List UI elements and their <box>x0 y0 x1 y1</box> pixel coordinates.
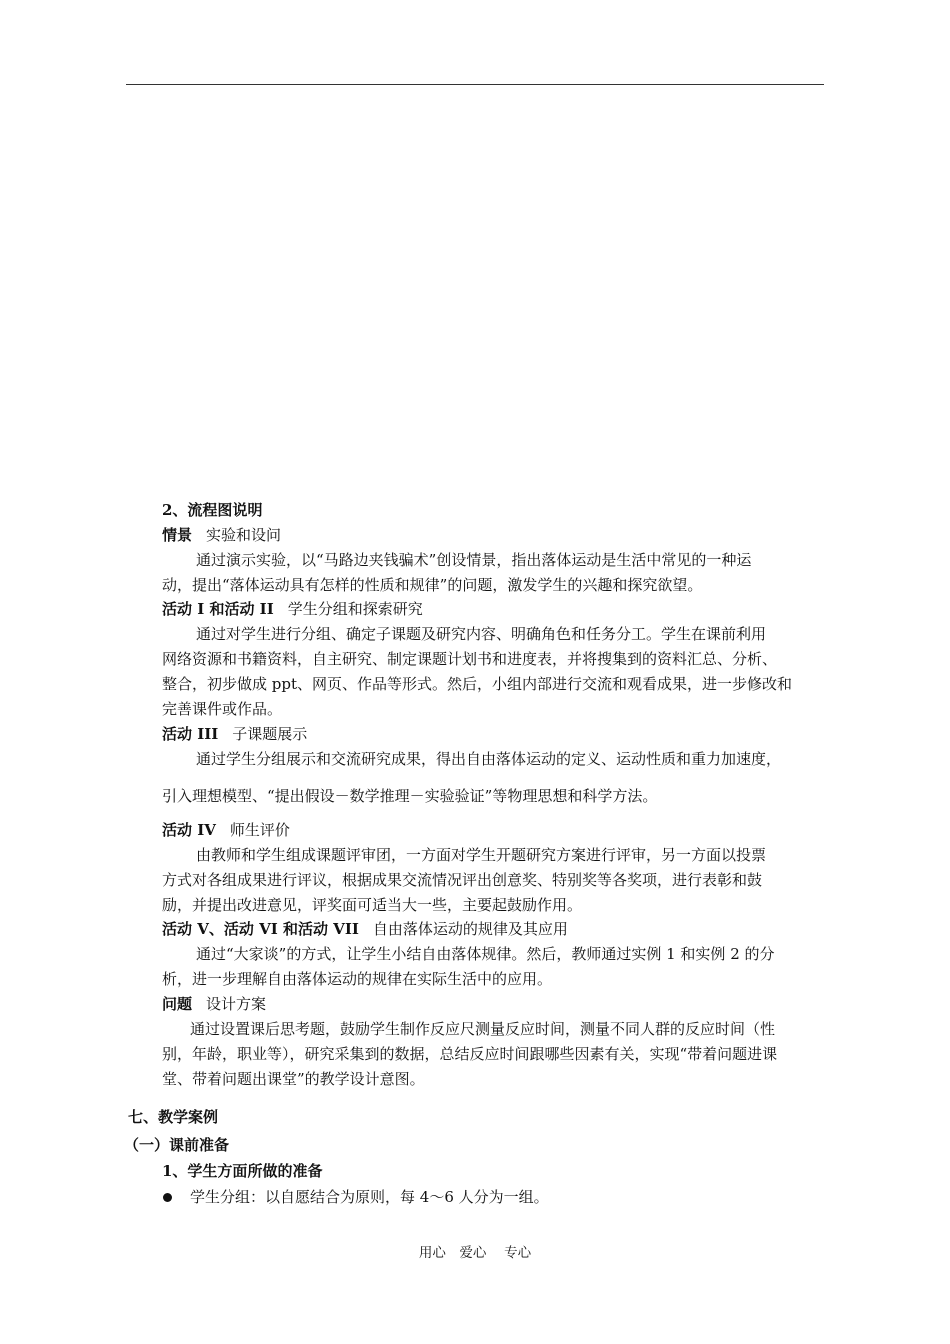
paragraph-line: 通过“大家谈”的方式，让学生小结自由落体规律。然后，教师通过实例 1 和实例 2 的分 <box>196 945 775 963</box>
section-heading: 2、流程图说明 <box>162 501 263 519</box>
paragraph-line: 通过演示实验，以“马路边夹钱骗术”创设情景，指出落体运动是生活中常见的一种运 <box>196 551 752 569</box>
subsection-title: 子课题展示 <box>232 725 308 743</box>
subsection-label: 活动 V、活动 VI 和活动 VII <box>162 920 359 938</box>
paragraph-line: 完善课件或作品。 <box>162 700 283 718</box>
subsection-act4 <box>162 820 290 840</box>
subsection-title: 实验和设问 <box>206 526 282 544</box>
subsection-label: 情景 <box>162 526 193 544</box>
subsection-heading: 1、学生方面所做的准备 <box>162 1162 323 1180</box>
subsection-title: 设计方案 <box>206 995 267 1013</box>
paragraph-line: 引入理想模型、“提出假设－数学推理－实验验证”等物理思想和科学方法。 <box>162 787 658 805</box>
subsection-act3 <box>162 724 307 744</box>
paragraph-line: 方式对各组成果进行评议，根据成果交流情况评出创意奖、特别奖等各奖项，进行表彰和鼓 <box>162 871 763 889</box>
subsection-act567 <box>162 919 568 939</box>
paragraph-line: 通过学生分组展示和交流研究成果，得出自由落体运动的定义、运动性质和重力加速度， <box>196 750 782 768</box>
paragraph-line: 堂、带着问题出课堂”的教学设计意图。 <box>162 1070 425 1088</box>
page-footer: 用心 爱心 专心 <box>418 1245 532 1261</box>
paragraph-line: 由教师和学生组成课题评审团，一方面对学生开题研究方案进行评审，另一方面以投票 <box>196 846 767 864</box>
paragraph-line: 网络资源和书籍资料，自主研究、制定课题计划书和进度表，并将搜集到的资料汇总、分析、 <box>162 650 778 668</box>
subsection-act12 <box>162 599 423 619</box>
subsection-qingjing <box>162 525 281 545</box>
subsection-heading: （一）课前准备 <box>124 1136 230 1154</box>
subsection-title: 自由落体运动的规律及其应用 <box>372 920 568 938</box>
subsection-label: 问题 <box>162 995 193 1013</box>
paragraph-line: 整合，初步做成 ppt、网页、作品等形式。然后，小组内部进行交流和观看成果，进一步修改和 <box>162 675 793 693</box>
paragraph-line: 通过设置课后思考题，鼓励学生制作反应尺测量反应时间，测量不同人群的反应时间（性 <box>190 1020 776 1038</box>
section-heading: 七、教学案例 <box>128 1108 219 1126</box>
bullet-icon <box>163 1193 172 1202</box>
paragraph-line: 励，并提出改进意见，评奖面可适当大一些，主要起鼓励作用。 <box>162 896 583 914</box>
header-rule <box>126 84 824 85</box>
bullet-item: 学生分组：以自愿结合为原则，每 4～6 人分为一组。 <box>190 1188 549 1206</box>
subsection-title: 学生分组和探索研究 <box>287 600 423 618</box>
subsection-label: 活动 IV <box>162 821 216 839</box>
paragraph-line: 动，提出“落体运动具有怎样的性质和规律”的问题，激发学生的兴趣和探究欲望。 <box>162 576 703 594</box>
subsection-title: 师生评价 <box>229 821 290 839</box>
subsection-label: 活动 I 和活动 II <box>162 600 274 618</box>
subsection-wenti <box>162 994 266 1014</box>
paragraph-line: 别，年龄，职业等），研究采集到的数据，总结反应时间跟哪些因素有关，实现“带着问题进课 <box>162 1045 778 1063</box>
paragraph-line: 析，进一步理解自由落体运动的规律在实际生活中的应用。 <box>162 970 553 988</box>
subsection-label: 活动 III <box>162 725 219 743</box>
paragraph-line: 通过对学生进行分组、确定子课题及研究内容、明确角色和任务分工。学生在课前利用 <box>196 625 767 643</box>
